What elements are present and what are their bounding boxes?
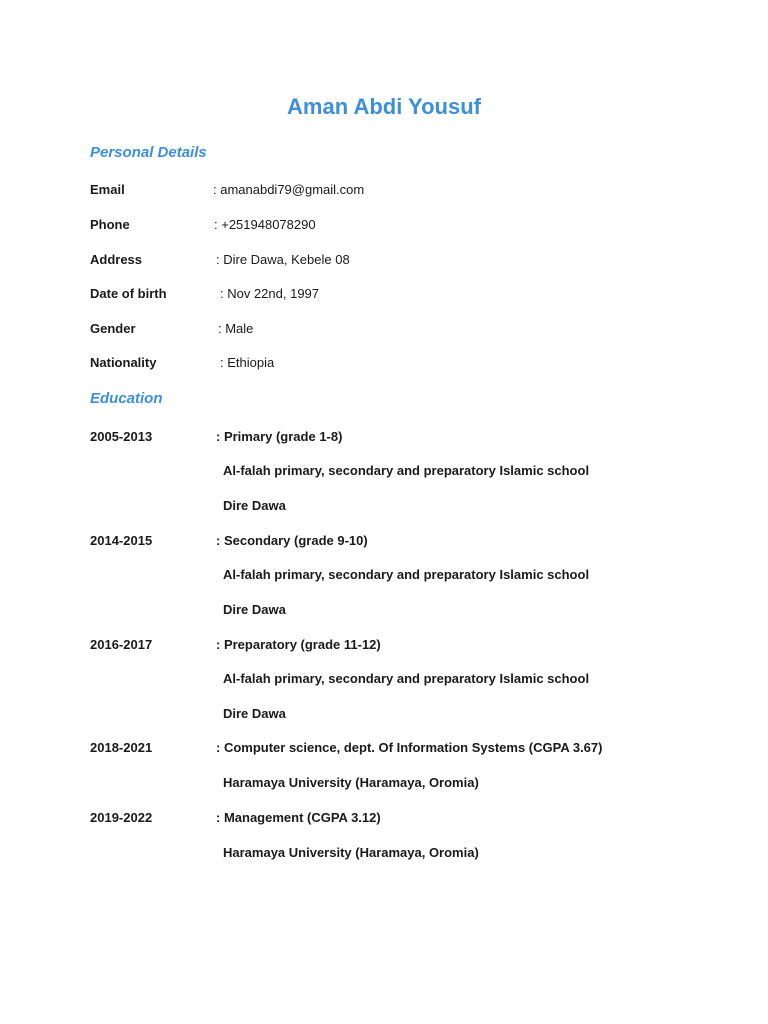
phone-value: : +251948078290 xyxy=(214,217,316,232)
email-value: : amanabdi79@gmail.com xyxy=(213,182,365,197)
education-city: Dire Dawa xyxy=(223,706,286,721)
gender-value: : Male xyxy=(218,321,254,336)
education-school: Al-falah primary, secondary and preparatory Islamic school xyxy=(223,463,590,478)
education-level: : Primary (grade 1-8) xyxy=(216,429,343,444)
education-school: Haramaya University (Haramaya, Oromia) xyxy=(223,845,479,860)
address-value: : Dire Dawa, Kebele 08 xyxy=(216,252,350,267)
education-level: : Computer science, dept. Of Information Systems (CGPA 3.67) xyxy=(216,740,603,755)
personal-details-heading: Personal Details xyxy=(90,144,207,161)
gender-label: Gender xyxy=(90,321,136,336)
education-years: 2018-2021 xyxy=(90,740,153,755)
education-years: 2014-2015 xyxy=(90,533,153,548)
education-school: Al-falah primary, secondary and preparatory Islamic school xyxy=(223,567,590,582)
nationality-label: Nationality xyxy=(90,355,157,370)
dob-value: : Nov 22nd, 1997 xyxy=(220,286,320,301)
education-years: 2019-2022 xyxy=(90,810,153,825)
email-label: Email xyxy=(90,182,125,197)
education-school: Al-falah primary, secondary and preparatory Islamic school xyxy=(223,671,590,686)
address-label: Address xyxy=(90,252,143,267)
education-level: : Secondary (grade 9-10) xyxy=(216,533,368,548)
dob-label: Date of birth xyxy=(90,286,167,301)
education-city: Dire Dawa xyxy=(223,498,286,513)
phone-label: Phone xyxy=(90,217,130,232)
education-heading: Education xyxy=(90,390,163,407)
education-level: : Preparatory (grade 11-12) xyxy=(216,637,381,652)
education-school: Haramaya University (Haramaya, Oromia) xyxy=(223,775,479,790)
resume-name: Aman Abdi Yousuf xyxy=(287,94,481,119)
education-city: Dire Dawa xyxy=(223,602,286,617)
education-years: 2016-2017 xyxy=(90,637,153,652)
nationality-value: : Ethiopia xyxy=(220,355,275,370)
education-level: : Management (CGPA 3.12) xyxy=(216,810,381,825)
education-years: 2005-2013 xyxy=(90,429,153,444)
